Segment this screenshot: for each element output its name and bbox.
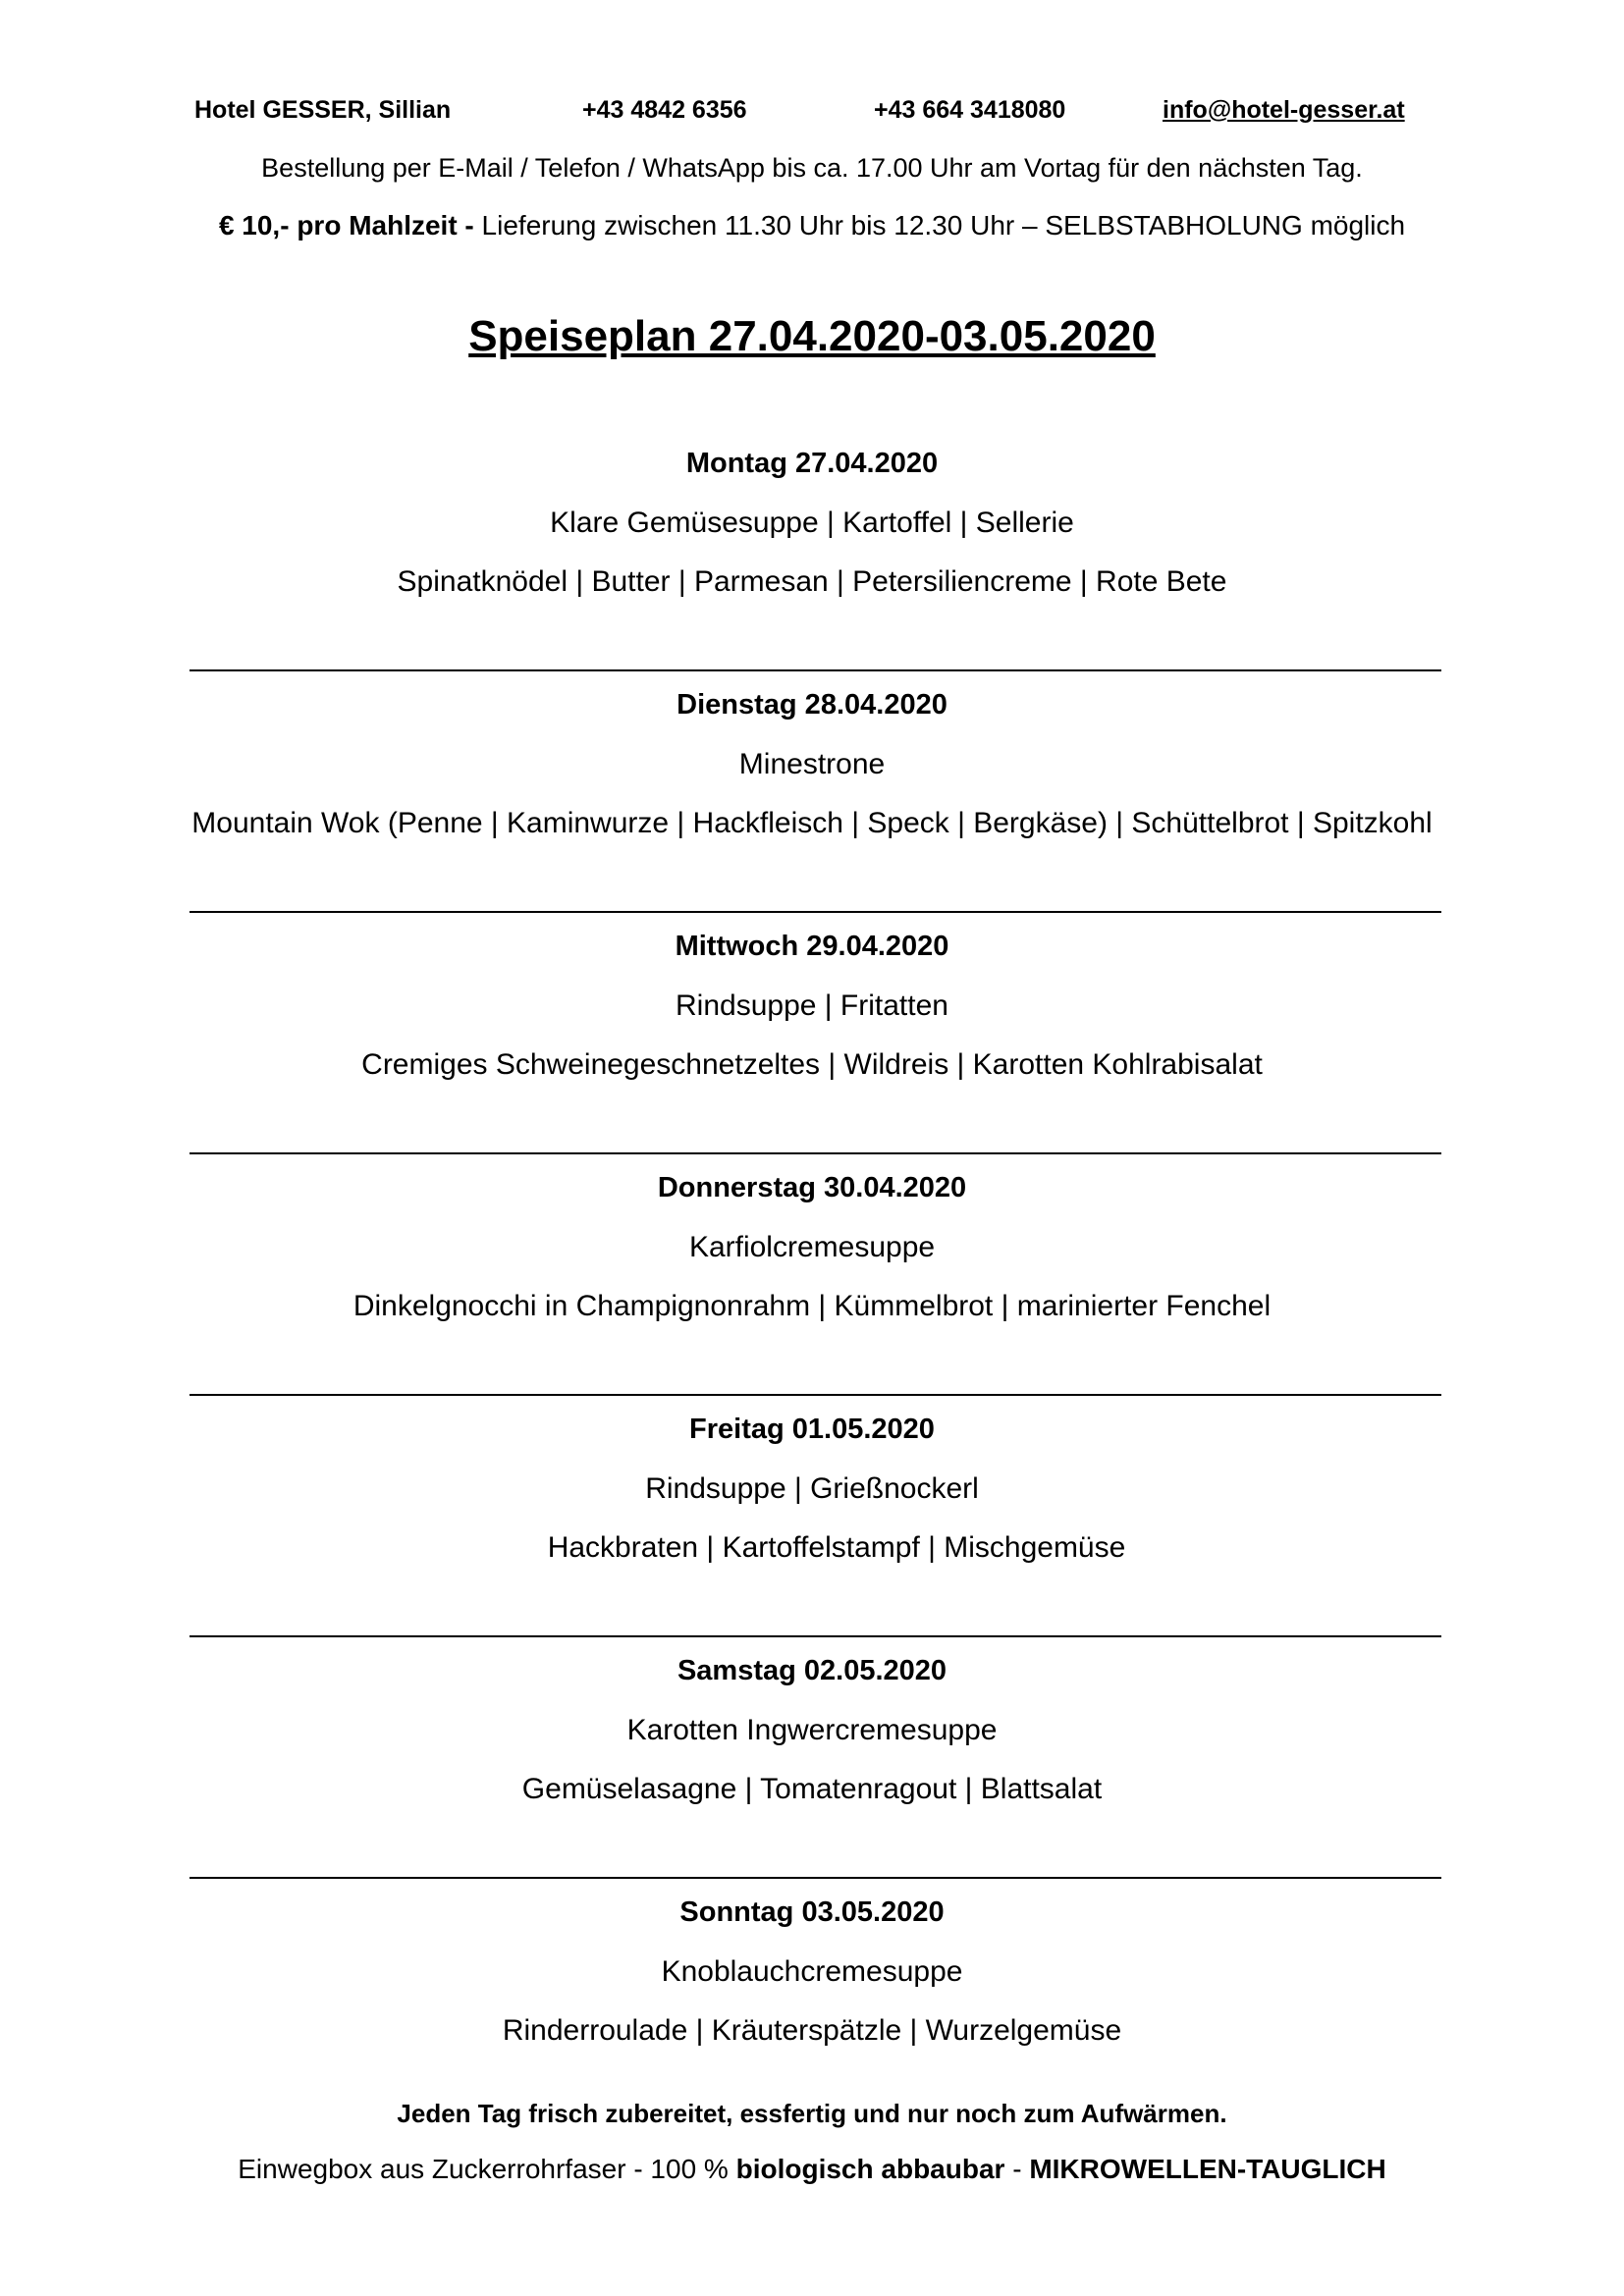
day-heading: Samstag 02.05.2020 xyxy=(677,1655,947,1686)
day-soup: Knoblauchcremesuppe xyxy=(661,1955,963,1988)
order-info: Bestellung per E-Mail / Telefon / WhatsApp bis ca. 17.00 Uhr am Vortag für den nächsten Tag. xyxy=(261,153,1363,183)
day-soup: Rindsuppe | Fritatten xyxy=(676,989,948,1022)
day-main-dish: Spinatknödel | Butter | Parmesan | Petersiliencreme | Rote Bete xyxy=(397,565,1227,598)
day-main-dish: Dinkelgnocchi in Champignonrahm | Kümmelbrot | marinierter Fenchel xyxy=(352,1290,1272,1322)
day-soup: Minestrone xyxy=(738,748,886,780)
contact-header xyxy=(0,96,1624,132)
page-title: Speiseplan 27.04.2020-03.05.2020 xyxy=(468,312,1156,360)
day-heading: Mittwoch 29.04.2020 xyxy=(675,931,949,962)
day-main-dish: Hackbraten | Kartoffelstampf | Mischgemüse xyxy=(547,1531,1126,1564)
phone-landline: +43 4842 6356 xyxy=(582,96,747,124)
day-heading: Montag 27.04.2020 xyxy=(685,448,939,479)
price-label: € 10,- pro Mahlzeit - xyxy=(218,210,474,240)
day-soup: Klare Gemüsesuppe | Kartoffel | Sellerie xyxy=(550,507,1074,539)
day-main-dish: Rinderroulade | Kräuterspätzle | Wurzelgemüse xyxy=(502,2014,1122,2047)
day-main-dish: Gemüselasagne | Tomatenragout | Blattsalat xyxy=(521,1773,1103,1805)
day-soup: Karotten Ingwercremesuppe xyxy=(626,1714,998,1746)
divider xyxy=(189,1152,1441,1154)
day-main-dish: Mountain Wok (Penne | Kaminwurze | Hackfleisch | Speck | Bergkäse) | Schüttelbrot | Spitzkohl xyxy=(191,807,1433,839)
day-main-dish: Cremiges Schweinegeschnetzeltes | Wildreis | Karotten Kohlrabisalat xyxy=(361,1048,1263,1081)
microwave-label: MIKROWELLEN-TAUGLICH xyxy=(1029,2154,1386,2184)
day-heading: Dienstag 28.04.2020 xyxy=(677,689,947,721)
day-heading: Sonntag 03.05.2020 xyxy=(679,1896,945,1928)
divider xyxy=(189,1877,1441,1879)
day-soup: Rindsuppe | Grießnockerl xyxy=(645,1472,979,1505)
packaging-text: Einwegbox aus Zuckerrohrfaser - 100 % xyxy=(238,2154,736,2184)
day-soup: Karfiolcremesuppe xyxy=(688,1231,936,1263)
hotel-name: Hotel GESSER, Sillian xyxy=(194,96,452,124)
price-info xyxy=(0,210,1624,241)
packaging-note xyxy=(0,2154,1624,2185)
biodegradable-label: biologisch abbaubar xyxy=(735,2154,1005,2184)
divider xyxy=(189,1635,1441,1637)
freshness-note: Jeden Tag frisch zubereitet, essfertig und nur noch zum Aufwärmen. xyxy=(397,2099,1227,2128)
email-link[interactable]: info@hotel-gesser.at xyxy=(1163,96,1405,124)
day-heading: Freitag 01.05.2020 xyxy=(689,1414,935,1445)
packaging-separator: - xyxy=(1004,2154,1030,2184)
divider xyxy=(189,669,1441,671)
divider xyxy=(189,1394,1441,1396)
delivery-info: Lieferung zwischen 11.30 Uhr bis 12.30 Uhr – SELBSTABHOLUNG möglich xyxy=(473,210,1406,240)
phone-mobile: +43 664 3418080 xyxy=(874,96,1066,124)
divider xyxy=(189,911,1441,913)
day-heading: Donnerstag 30.04.2020 xyxy=(657,1172,967,1203)
